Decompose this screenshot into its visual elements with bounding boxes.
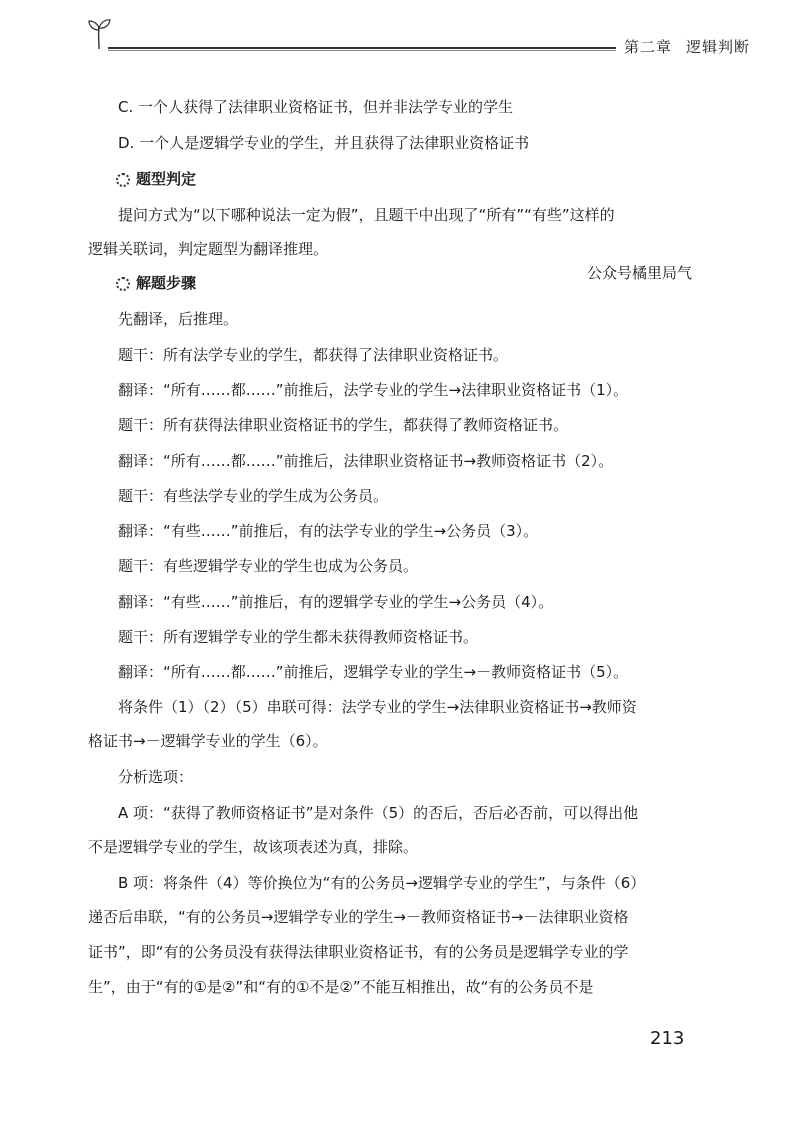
paragraph-line: 翻译：“所有……都……”前推后，法学专业的学生→法律职业资格证书（1）。: [118, 381, 629, 399]
chapter-name: 逻辑判断: [686, 38, 751, 56]
header-rule: [108, 47, 616, 49]
header-rule-thin: [108, 50, 616, 51]
paragraph-line: 生”，由于“有的①是②”和“有的①不是②”不能互相推出，故“有的公务员不是: [88, 978, 594, 996]
paragraph-line: 格证书→－逻辑学专业的学生（6）。: [88, 732, 328, 750]
paragraph-line: 翻译：“有些……”前推后，有的法学专业的学生→公务员（3）。: [118, 522, 539, 540]
section-title: 题型判定: [136, 170, 197, 188]
section-bullet-icon: [116, 173, 130, 187]
paragraph-line: 将条件（1）（2）（5）串联可得：法学专业的学生→法律职业资格证书→教师资: [118, 698, 637, 716]
paragraph-line: 题干：有些法学专业的学生成为公务员。: [118, 487, 389, 505]
chapter-number: 第二章: [624, 38, 673, 56]
paragraph-line: 不是逻辑学专业的学生，故该项表述为真，排除。: [88, 838, 419, 856]
paragraph-line: 递否后串联，“有的公务员→逻辑学专业的学生→－教师资格证书→－法律职业资格: [88, 908, 629, 926]
watermark: 公众号橘里局气: [587, 264, 693, 282]
section-title: 解题步骤: [136, 274, 197, 292]
running-header: [86, 16, 751, 56]
paragraph-line: 题干：所有法学专业的学生，都获得了法律职业资格证书。: [118, 346, 509, 364]
section-solution-steps: [116, 273, 196, 293]
section-question-type: [116, 169, 196, 189]
paragraph-line: 提问方式为“以下哪种说法一定为假”，且题干中出现了“所有”“有些”这样的: [118, 206, 615, 224]
option-d: D. 一个人是逻辑学专业的学生，并且获得了法律职业资格证书: [118, 134, 530, 152]
paragraph-line: 题干：所有逻辑学专业的学生都未获得教师资格证书。: [118, 628, 479, 646]
paragraph-line: A 项：“获得了教师资格证书”是对条件（5）的否后，否后必否前，可以得出他: [118, 804, 639, 822]
paragraph-line: 题干：所有获得法律职业资格证书的学生，都获得了教师资格证书。: [118, 416, 569, 434]
option-c: C. 一个人获得了法律职业资格证书，但并非法学专业的学生: [118, 98, 514, 116]
paragraph-line: B 项：将条件（4）等价换位为“有的公务员→逻辑学专业的学生”，与条件（6）: [118, 874, 646, 892]
page-number: 213: [650, 1028, 685, 1049]
paragraph-line: 分析选项：: [118, 768, 194, 786]
paragraph-line: 证书”，即“有的公务员没有获得法律职业资格证书，有的公务员是逻辑学专业的学: [88, 943, 629, 961]
paragraph-line: 翻译：“有些……”前推后，有的逻辑学专业的学生→公务员（4）。: [118, 593, 554, 611]
sprout-icon: [86, 16, 112, 50]
section-bullet-icon: [116, 277, 130, 291]
paragraph-line: 翻译：“所有……都……”前推后，法律职业资格证书→教师资格证书（2）。: [118, 452, 614, 470]
paragraph-line: 先翻译，后推理。: [118, 310, 239, 328]
paragraph-line: 题干：有些逻辑学专业的学生也成为公务员。: [118, 557, 419, 575]
paragraph-line: 翻译：“所有……都……”前推后，逻辑学专业的学生→－教师资格证书（5）。: [118, 663, 629, 681]
chapter-title: [624, 36, 750, 57]
paragraph-line: 逻辑关联词，判定题型为翻译推理。: [88, 240, 329, 258]
